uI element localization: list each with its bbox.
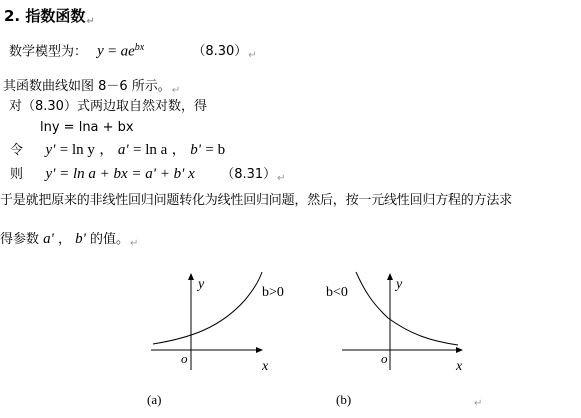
model-ae: ae [120,43,135,60]
return-mark-icon: ↵ [474,398,483,409]
graph-b-origin: o [381,351,388,366]
heading-number: 2. [4,7,21,25]
model-y: y [97,43,104,60]
let-a-prime: a' [117,142,129,158]
paragraph-pre: 得参数 [0,232,40,247]
let-word: 令 [10,143,24,158]
heading-text: 指数函数 [25,7,86,25]
model-eq-number: （8.30） [192,44,248,60]
return-mark-icon: ↵ [171,85,181,96]
return-mark-icon: ↵ [86,16,95,27]
graph-b [326,272,463,407]
model-exponent: bx [134,42,145,53]
lny-text: lny = lna + bx [40,120,134,135]
graph-b-x-label: x [456,359,463,374]
paragraph-comma: ， [58,232,72,247]
graph-b-curve-label: b<0 [326,285,348,300]
curve-text: 其函数曲线如图 8－6 所示。 [3,79,171,94]
graph-a-curve-label: b>0 [262,285,284,300]
graph-b-curve [356,272,458,345]
graph-a-x-label: x [262,359,269,374]
graph-b-caption: (b) [336,392,352,407]
then-word: 则 [10,167,24,182]
let-eq1: = ln y [59,142,95,158]
graph-a-y-label: y [198,277,205,292]
then-eq-number: （8.31） [221,167,277,182]
graph-b-y-label: y [396,277,403,292]
return-mark-icon: ↵ [130,238,139,249]
model-equals: = [107,43,117,60]
model-label: 数学模型为： [9,44,88,60]
paragraph-b-prime: b' [75,231,86,247]
let-comma1: ， [99,142,114,158]
log-text: 对（8.30）式两边取自然对数，得 [9,99,207,114]
let-b-prime: b' [190,142,201,158]
paragraph-text-1: 于是就把原来的非线性回归问题转化为线性回归问题，然后，按一元线性回归方程的方法求 [0,193,513,208]
let-comma2: ， [171,142,186,158]
graph-a-caption: (a) [147,392,162,407]
graph-a-curve [153,272,262,344]
let-eq2: = ln a [133,142,168,158]
return-mark-icon: ↵ [277,173,286,184]
paragraph-a-prime: a' [43,231,54,247]
then-expression: y' = ln a + bx = a' + b' x [45,166,195,182]
paragraph-post: 的值。 [90,232,130,247]
let-y-prime: y' [45,142,56,158]
graph-a [147,272,284,407]
graph-a-origin: o [181,351,188,366]
let-eq3: = b [205,142,226,158]
return-mark-icon: ↵ [248,50,257,62]
